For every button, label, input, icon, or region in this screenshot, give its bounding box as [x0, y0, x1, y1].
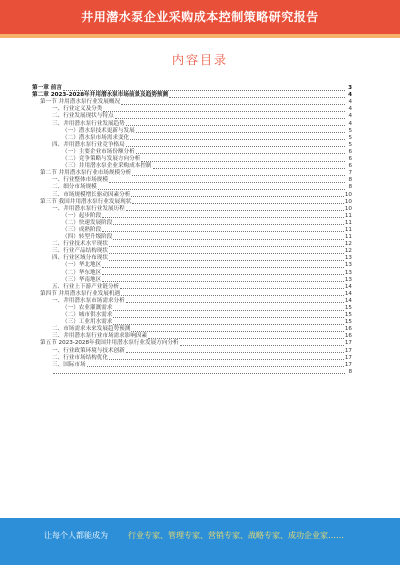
- toc-entry-text: 三、市场规模增长驱动因素分析: [52, 191, 131, 198]
- toc-entry[interactable]: [32, 369, 352, 376]
- toc-leader-dots: [132, 174, 345, 176]
- toc-entry-text: （一）农业灌溉需求: [62, 305, 113, 311]
- toc-entry-text: 三、行业产品结构现状: [52, 248, 108, 255]
- toc-entry-text: 一、行业政策环境与技术创新: [52, 347, 125, 354]
- toc-entry[interactable]: [32, 120, 352, 127]
- toc-leader-dots: [109, 245, 344, 247]
- toc-page-number: 8: [348, 184, 352, 191]
- toc-entry[interactable]: [32, 355, 352, 362]
- toc-page-number: 12: [344, 241, 352, 248]
- toc-entry-text: 二、行业市场结构优化: [52, 354, 108, 361]
- toc-entry[interactable]: [32, 128, 352, 135]
- toc-page-number: 13: [344, 276, 352, 283]
- toc-page-number: 17: [344, 354, 352, 361]
- toc-page-number: 6: [348, 148, 352, 155]
- toc-entry-text: （三）华南地区: [62, 276, 102, 283]
- toc-entry-text: （二）潜水泵市场需求变化: [62, 134, 130, 141]
- toc-entry-text: 第三节 我国井用潜水泵行业发展现状: [40, 198, 132, 205]
- toc-leader-dots: [121, 103, 345, 105]
- toc-page-number: 15: [344, 319, 352, 326]
- header-stripe: [0, 34, 400, 38]
- toc-entry[interactable]: [32, 262, 352, 269]
- toc-page-number: 4: [348, 113, 352, 120]
- toc-entry-text: （二）华东地区: [62, 269, 102, 276]
- toc-entry-text: （四）转型升级阶段: [62, 234, 113, 241]
- toc-leader-dots: [121, 294, 344, 296]
- toc-entry-text: 第一节 井用潜水泵行业发展概况: [40, 99, 121, 106]
- toc-entry-text: （一）起步阶段: [62, 212, 102, 219]
- toc-page-number: 11: [344, 219, 352, 226]
- toc-entry[interactable]: [32, 113, 352, 120]
- toc-entry-text: 五、行业上下游产业链分析: [52, 283, 120, 290]
- toc-entry-text: 三、国际市场: [52, 361, 86, 368]
- toc-page-number: 10: [344, 191, 352, 198]
- toc-entry-text: 二、市场需求未来发展趋势预测: [52, 326, 131, 333]
- toc-page-number: 15: [344, 312, 352, 319]
- toc-entry[interactable]: [32, 184, 352, 191]
- footer-banner: [0, 518, 400, 565]
- report-title: 井用潜水泵企业采购成本控制策略研究报告: [81, 10, 319, 24]
- toc-entry-text: 二、行业技术水平现状: [52, 241, 108, 248]
- toc-page-number: 6: [348, 156, 352, 163]
- toc-entry-text: 二、行业发展现状与特点: [52, 113, 114, 120]
- toc-page-number: 10: [344, 205, 352, 212]
- toc-entry[interactable]: [32, 305, 352, 312]
- toc-leader-dots: [109, 181, 345, 183]
- toc-entry-text: （三）井用潜水泵企业采购成本控制: [62, 163, 152, 170]
- toc-entry[interactable]: [32, 206, 352, 213]
- toc-page-number: 11: [344, 234, 352, 241]
- toc-leader-dots: [102, 216, 344, 218]
- toc-entry[interactable]: [32, 156, 352, 163]
- toc-entry[interactable]: [32, 234, 352, 241]
- toc-leader-dots: [130, 138, 345, 140]
- toc-entry-text: 第四节 井用潜水泵行业发展机遇: [40, 290, 121, 297]
- toc-page-number: 17: [344, 361, 352, 368]
- toc-entry-text: 一、行业整体市场规模: [52, 177, 108, 184]
- toc-page-number: 14: [344, 297, 352, 304]
- footer-slogan: 让每个人都能成为: [44, 531, 108, 540]
- toc-entry-text: 第一章 前言: [32, 85, 62, 92]
- toc-leader-dots: [126, 124, 345, 126]
- toc-leader-dots: [113, 238, 344, 240]
- toc-leader-dots: [132, 202, 344, 204]
- toc-entry-text: 四、行业区域分布现状: [52, 255, 108, 262]
- toc-entry[interactable]: [32, 284, 352, 291]
- toc-leader-dots: [113, 223, 344, 225]
- toc-leader-dots: [113, 309, 344, 311]
- toc-page-number: 16: [344, 333, 352, 340]
- toc-leader-dots: [148, 337, 344, 339]
- table-of-contents: [32, 85, 352, 376]
- toc-leader-dots: [102, 266, 344, 268]
- toc-entry[interactable]: [32, 220, 352, 227]
- toc-leader-dots: [109, 358, 344, 360]
- toc-leader-dots: [102, 230, 344, 232]
- toc-leader-dots: [103, 110, 345, 112]
- toc-leader-dots: [136, 131, 345, 133]
- toc-entry[interactable]: [32, 362, 352, 369]
- toc-page-number: 13: [344, 255, 352, 262]
- toc-entry[interactable]: [32, 142, 352, 149]
- report-header: [0, 0, 400, 38]
- toc-entry[interactable]: [32, 191, 352, 198]
- toc-page-number: 7: [348, 170, 352, 177]
- toc-page-number: 11: [344, 226, 352, 233]
- toc-page-number: 10: [344, 198, 352, 205]
- toc-leader-dots: [109, 252, 344, 254]
- toc-page-number: 5: [348, 141, 352, 148]
- toc-entry-text: （三）成熟阶段: [62, 226, 102, 233]
- toc-leader-dots: [180, 344, 344, 346]
- toc-page-number: 8: [348, 177, 352, 184]
- toc-page-number: 5: [348, 127, 352, 134]
- toc-leader-dots: [120, 287, 344, 289]
- toc-entry-text: 第二章 2023-2028年井用潜水泵市场前景及趋势预测: [32, 92, 169, 99]
- toc-title: 内容目录: [171, 53, 228, 67]
- toc-leader-dots: [126, 301, 344, 303]
- toc-page-number: 8: [348, 368, 352, 375]
- toc-leader-dots: [141, 160, 345, 162]
- toc-leader-dots: [53, 372, 345, 374]
- toc-page-number: 14: [344, 283, 352, 290]
- toc-entry-text: 一、井用潜水泵行业发展历程: [52, 205, 125, 212]
- toc-entry[interactable]: [32, 277, 352, 284]
- toc-entry[interactable]: [32, 135, 352, 142]
- toc-entry-text: （一）潜水泵技术更新与发展: [62, 127, 135, 134]
- toc-page-number: 17: [344, 340, 352, 347]
- toc-leader-dots: [126, 351, 344, 353]
- toc-entry[interactable]: [32, 340, 352, 347]
- toc-entry-text: （二）快速发展阶段: [62, 219, 113, 226]
- toc-page-number: 6: [348, 163, 352, 170]
- toc-leader-dots: [109, 259, 344, 261]
- toc-entry[interactable]: [32, 291, 352, 298]
- toc-leader-dots: [115, 117, 345, 119]
- toc-entry-text: 一、行业定义及分类: [52, 106, 103, 113]
- toc-page-number: 17: [344, 347, 352, 354]
- toc-entry-text: 三、井用潜水泵行业市场需求影响因素: [52, 333, 148, 340]
- toc-entry-text: （一）主要企业市场份额分析: [62, 148, 135, 155]
- toc-entry-text: 二、细分市场规模: [52, 184, 97, 191]
- toc-page-number: 13: [344, 262, 352, 269]
- toc-page-number: 4: [348, 92, 352, 99]
- toc-page-number: 3: [348, 85, 352, 92]
- toc-entry[interactable]: [32, 227, 352, 234]
- toc-page-number: 11: [344, 212, 352, 219]
- toc-entry-text: 三、井用潜水泵行业发展趋势: [52, 120, 125, 127]
- toc-leader-dots: [102, 273, 344, 275]
- toc-leader-dots: [113, 323, 344, 325]
- toc-leader-dots: [113, 316, 344, 318]
- toc-leader-dots: [98, 188, 345, 190]
- toc-page-number: 4: [348, 99, 352, 106]
- toc-leader-dots: [126, 209, 344, 211]
- toc-page-number: 13: [344, 269, 352, 276]
- toc-leader-dots: [136, 152, 345, 154]
- toc-entry-text: 四、井用潜水泵行业竞争格局: [52, 141, 125, 148]
- toc-leader-dots: [131, 330, 344, 332]
- toc-page-number: 5: [348, 134, 352, 141]
- toc-entry[interactable]: [32, 347, 352, 354]
- toc-page-number: 16: [344, 326, 352, 333]
- toc-leader-dots: [87, 365, 344, 367]
- toc-leader-dots: [169, 96, 345, 98]
- toc-page-number: 4: [348, 120, 352, 127]
- toc-leader-dots: [131, 195, 344, 197]
- toc-entry-text: （二）竞争策略与发展方向分析: [62, 156, 141, 163]
- toc-page-number: 14: [344, 290, 352, 297]
- toc-entry-text: （三）工业用水需求: [62, 319, 113, 326]
- toc-entry-text: （一）华北地区: [62, 262, 102, 269]
- toc-page-number: 4: [348, 106, 352, 113]
- toc-entry[interactable]: [32, 149, 352, 156]
- toc-entry-text: （二）城市供水需求: [62, 312, 113, 319]
- toc-entry-text: 第五节 2023-2028年我国井用潜水泵行业发展方向分析: [40, 340, 179, 347]
- toc-entry-text: 一、井用潜水泵市场需求分析: [52, 297, 125, 304]
- toc-entry[interactable]: [32, 269, 352, 276]
- toc-leader-dots: [102, 280, 344, 282]
- toc-page-number: 12: [344, 248, 352, 255]
- toc-page-number: 15: [344, 305, 352, 311]
- toc-leader-dots: [153, 167, 345, 169]
- toc-entry[interactable]: [32, 199, 352, 206]
- toc-leader-dots: [126, 145, 345, 147]
- toc-entry-text: 第二节 井用潜水泵行业市场规模分析: [40, 170, 132, 177]
- footer-slogan-highlight: 行业专家、管理专家、营销专家、战略专家、成功企业家……: [128, 531, 344, 540]
- toc-leader-dots: [63, 89, 345, 91]
- toc-entry[interactable]: [32, 298, 352, 305]
- toc-entry[interactable]: [32, 213, 352, 220]
